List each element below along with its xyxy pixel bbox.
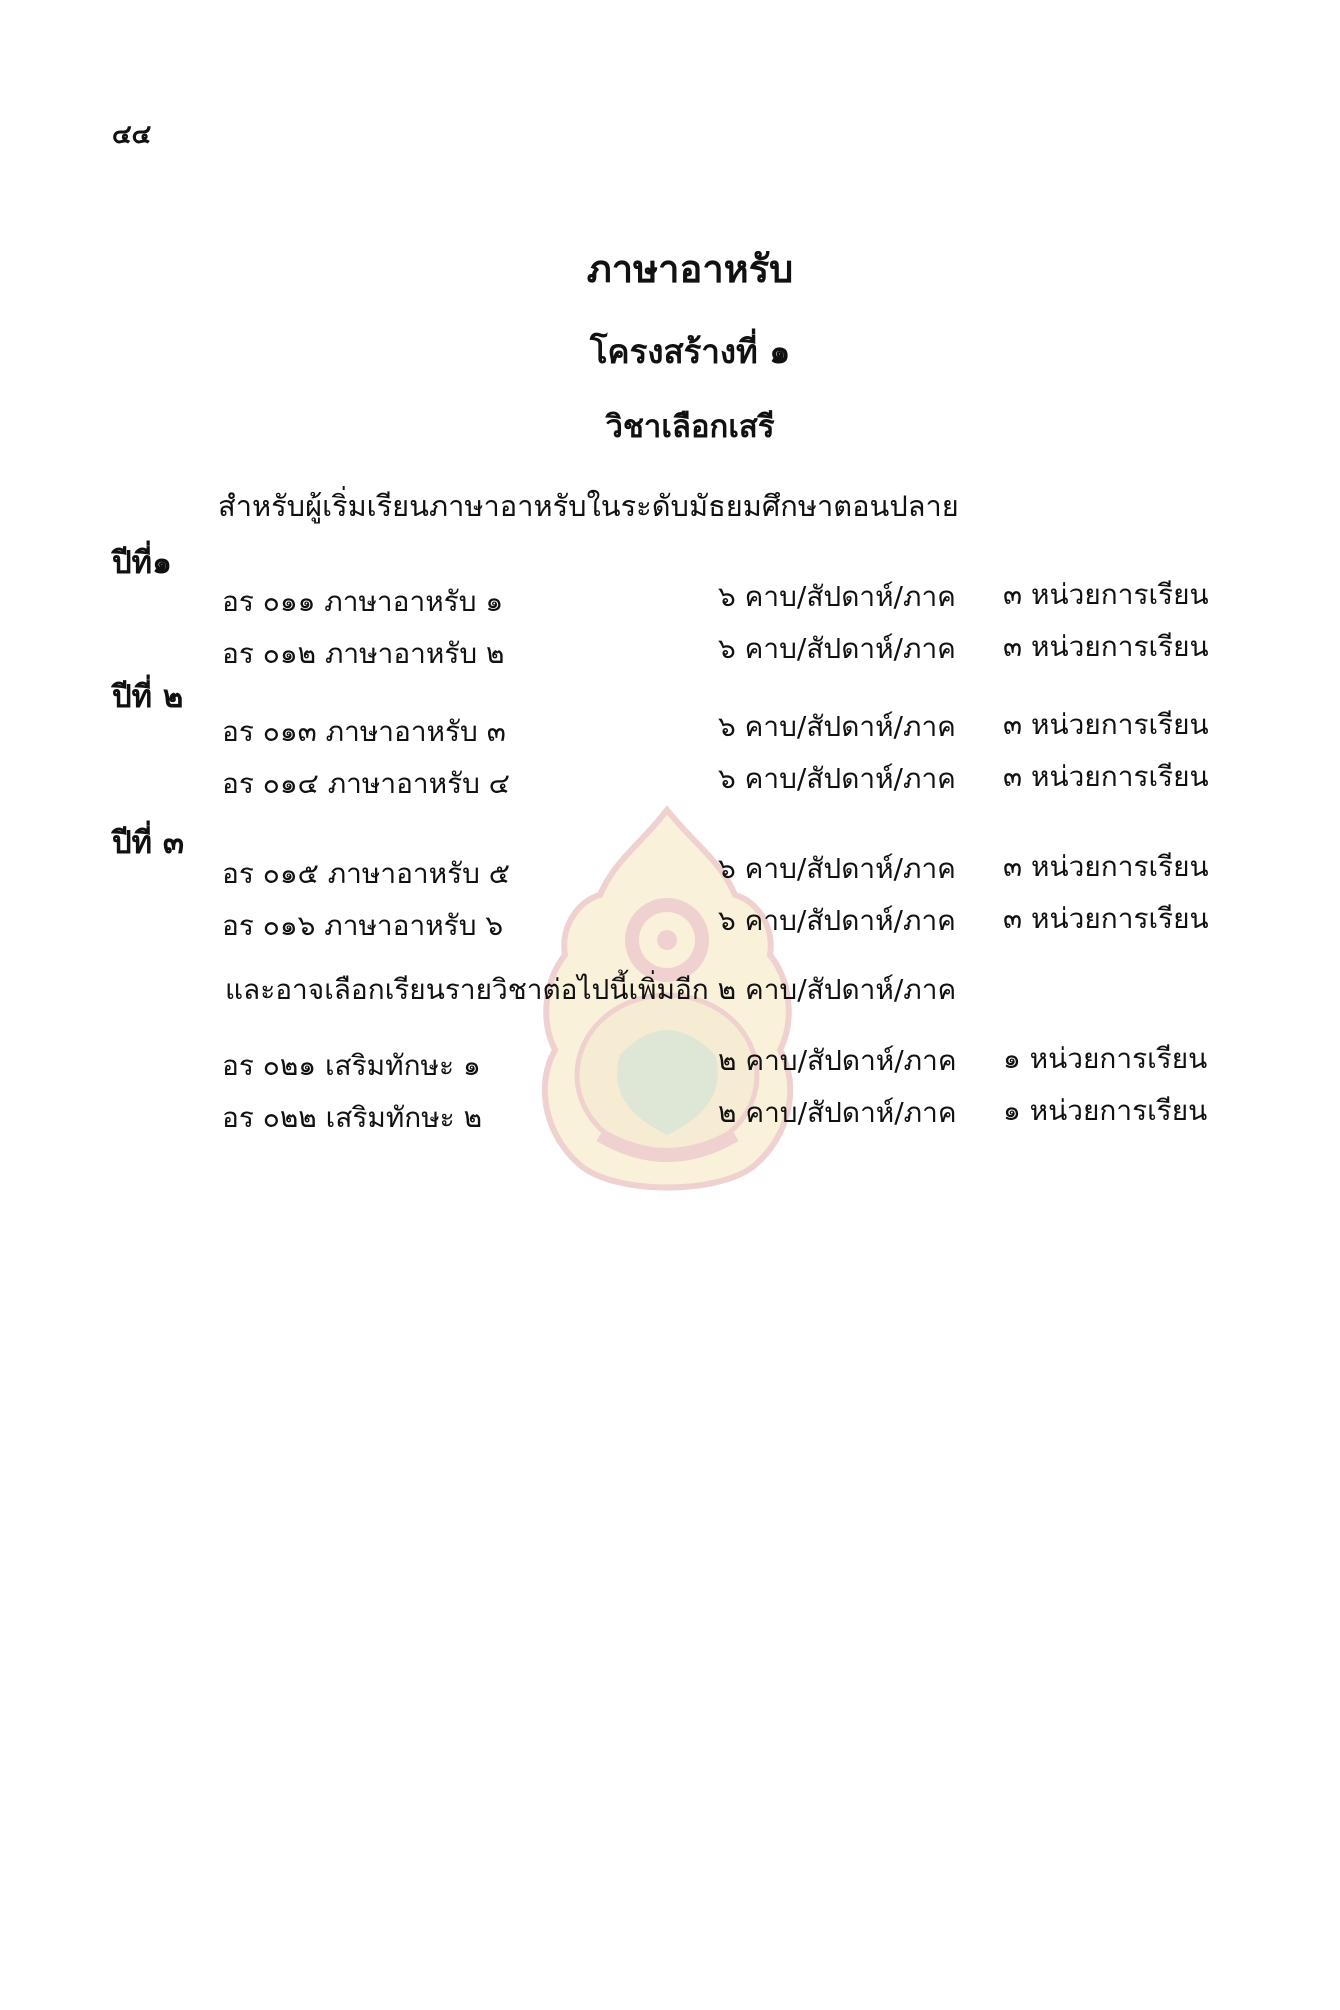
course-code-name: อร ๐๑๔ ภาษาอาหรับ ๔: [222, 767, 510, 800]
course-credits: ๓ หน่วยการเรียน: [1003, 760, 1209, 793]
year-1-label: ปีที่๑: [112, 545, 172, 581]
course-hours: ๖ คาบ/สัปดาห์/ภาค: [718, 710, 956, 743]
course-code-name: อร ๐๒๑ เสริมทักษะ ๑: [222, 1049, 481, 1082]
course-code-name: อร ๐๑๕ ภาษาอาหรับ ๕: [222, 857, 510, 890]
course-hours: ๖ คาบ/สัปดาห์/ภาค: [718, 852, 956, 885]
course-credits: ๑ หน่วยการเรียน: [1003, 1094, 1208, 1127]
course-code-name: อร ๐๑๓ ภาษาอาหรับ ๓: [222, 715, 506, 748]
course-hours: ๖ คาบ/สัปดาห์/ภาค: [718, 632, 956, 665]
intro-text: สำหรับผู้เริ่มเรียนภาษาอาหรับในระดับมัธยมศึกษาตอนปลาย: [218, 489, 959, 523]
course-code-name: อร ๐๑๑ ภาษาอาหรับ ๑: [222, 585, 504, 618]
course-credits: ๓ หน่วยการเรียน: [1003, 902, 1209, 935]
course-hours: ๖ คาบ/สัปดาห์/ภาค: [718, 904, 956, 937]
course-code-name: อร ๐๒๒ เสริมทักษะ ๒: [222, 1101, 483, 1134]
course-hours: ๒ คาบ/สัปดาห์/ภาค: [718, 1044, 957, 1077]
year-3-label: ปีที่ ๓: [112, 825, 185, 861]
document-title: ภาษาอาหรับ: [586, 247, 794, 291]
course-code-name: อร ๐๑๒ ภาษาอาหรับ ๒: [222, 637, 505, 670]
year-2-label: ปีที่ ๒: [112, 679, 184, 715]
page-number: ๔๔: [112, 120, 152, 150]
course-hours: ๖ คาบ/สัปดาห์/ภาค: [718, 580, 956, 613]
course-hours: ๖ คาบ/สัปดาห์/ภาค: [718, 762, 956, 795]
course-credits: ๓ หน่วยการเรียน: [1003, 630, 1209, 663]
structure-heading: โครงสร้างที่ ๑: [589, 332, 791, 371]
course-credits: ๓ หน่วยการเรียน: [1003, 850, 1209, 883]
course-hours: ๒ คาบ/สัปดาห์/ภาค: [718, 1096, 957, 1129]
course-credits: ๑ หน่วยการเรียน: [1003, 1042, 1208, 1075]
course-credits: ๓ หน่วยการเรียน: [1003, 708, 1209, 741]
category-heading: วิชาเลือกเสรี: [605, 409, 775, 445]
course-credits: ๓ หน่วยการเรียน: [1003, 578, 1209, 611]
extra-courses-note: และอาจเลือกเรียนรายวิชาต่อไปนี้เพิ่มอีก ๒ คาบ/สัปดาห์/ภาค: [225, 973, 957, 1006]
course-code-name: อร ๐๑๖ ภาษาอาหรับ ๖: [222, 909, 504, 942]
